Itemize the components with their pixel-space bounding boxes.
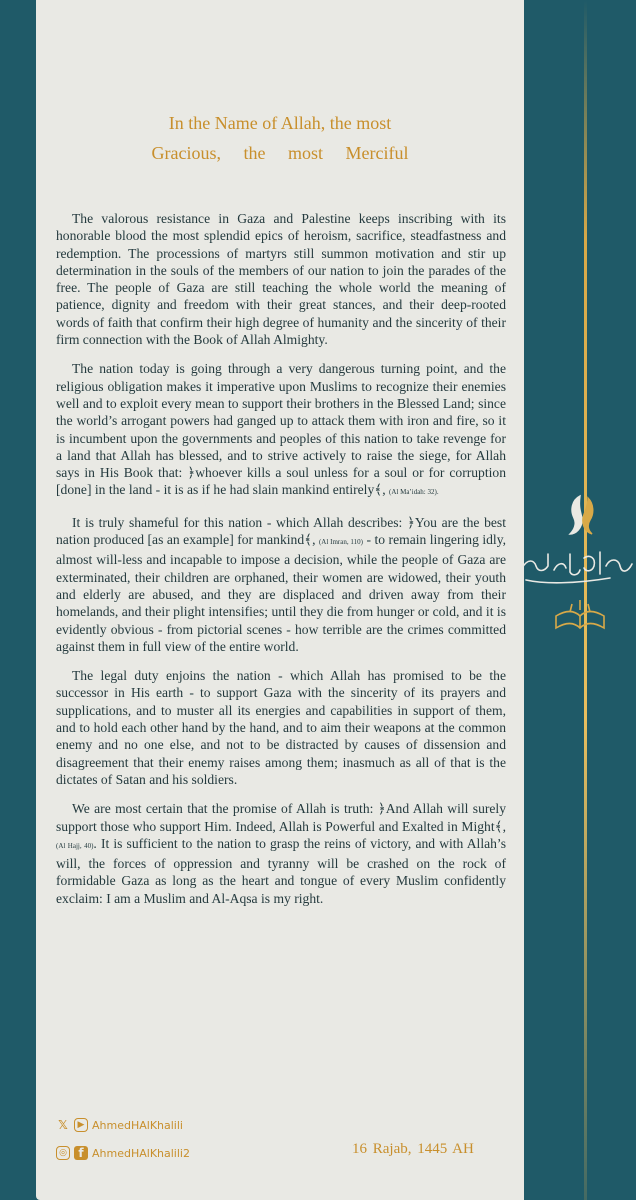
social-row-1 bbox=[56, 1114, 190, 1136]
hand-emblem-icon bbox=[570, 496, 593, 534]
page-title bbox=[60, 108, 500, 168]
x-icon[interactable]: 𝕏 bbox=[58, 1118, 68, 1132]
citation: (Al Hajj, 40) bbox=[56, 841, 94, 850]
body-paragraph bbox=[56, 800, 506, 907]
statement-body bbox=[56, 210, 506, 919]
body-paragraph bbox=[56, 667, 506, 788]
hijri-date: 16 Rajab, 1445 AH bbox=[352, 1141, 474, 1157]
youtube-icon[interactable]: ▶ bbox=[74, 1118, 88, 1132]
paragraph-text: The legal duty enjoins the nation - which Allah has promised to be the successor in His earth - to support Gaza with the sincerity of its prayers and supplications, and to muster all its energies and capabilities in support of them, and to hold each other hand by the hand, and to aim their weapons at the common enemy and no one else, and not to be distracted by causes of dissension and disagreement that their enemy raises among them; inasmuch as all of that is the dictates of Satan and his soldiers. bbox=[56, 668, 506, 787]
paragraph-text: The valorous resistance in Gaza and Palestine keeps inscribing with its honorable blood the most splendid epics of heroism, sacrifice, steadfastness and redemption. The processions of martyrs still summon motivation and stir up determination in the souls of the members of our nation to join the parades of the free. The people of Gaza are still teaching the whole world the meaning of patience, dignity and freedom with their great stances, and their deep-rooted words of faith that confirm their high degree of humanity and the sincerity of their firm connection with the Book of Allah Almighty. bbox=[56, 211, 506, 348]
paragraph-text: We are most certain that the promise of Allah is truth: ﴿And Allah will surely support those who support Him. Indeed, Allah is Powerful and Exalted in Might﴾, bbox=[56, 801, 506, 834]
body-paragraph bbox=[56, 210, 506, 348]
social-handle-1[interactable]: AhmedHAlKhalili bbox=[92, 1118, 183, 1132]
paragraph-text: It is truly shameful for this nation - which Allah describes: ﴿You are the best nation produced [as an example] for mankind﴾, bbox=[56, 514, 506, 548]
social-links bbox=[56, 1114, 190, 1164]
instagram-icon[interactable]: ◎ bbox=[56, 1146, 70, 1160]
title-line-1: In the Name of Allah, the most bbox=[168, 113, 392, 133]
paragraph-text: - to remain lingering idly, almost will-less and incapable to impose a decision, while the people of Gaza are exterminated, their children are orphaned, their women are widowed, their youth and elderly are abused, and they are displaced and driven away from their homelands, and their plight intensifies; until they die from hunger or cold, and it is evidently obvious - from pictorial scenes - how terrible are the crimes committed against them in full view of the entire world. bbox=[56, 532, 507, 654]
body-paragraph bbox=[56, 360, 506, 501]
signature-emblem bbox=[514, 488, 636, 648]
citation: (Al Ma’idah: 32). bbox=[389, 488, 439, 497]
citation: (Al Imran, 110) bbox=[318, 538, 364, 547]
paragraph-text: The nation today is going through a very dangerous turning point, and the religious obligation makes it imperative upon Muslims to recognize their enemies well and to exploit every mean to support their brothers in the Blessed Land; since the world’s arrogant powers had ganged up to attack them with iron and fire, so it is incumbent upon the governments and peoples of this nation to take revenge for a land that Allah has blessed, and to strive actively to raise the siege, for Allah says in His Book that: ﴿whoever kills a soul unless for a soul or for corruption [done] in the land - it is as if he had slain mankind entirely﴾, bbox=[56, 361, 506, 498]
facebook-icon[interactable]: f bbox=[74, 1146, 88, 1160]
body-paragraph bbox=[56, 514, 506, 655]
title-line-2: Gracious, the most Merciful bbox=[151, 143, 409, 163]
arabic-signature-icon bbox=[522, 552, 632, 583]
social-handle-2[interactable]: AhmedHAlKhalili2 bbox=[92, 1146, 190, 1160]
open-book-icon bbox=[556, 600, 604, 628]
paragraph-text: . It is sufficient to the nation to grasp the reins of victory, and with Allah’s will, the forces of oppression and tyranny will be crashed on the rock of formidable Gaza as long as the heart and tongue of every Muslim confidently exclaim: I am a Muslim and Al-Aqsa is my right. bbox=[56, 835, 506, 906]
social-row-2 bbox=[56, 1142, 190, 1164]
